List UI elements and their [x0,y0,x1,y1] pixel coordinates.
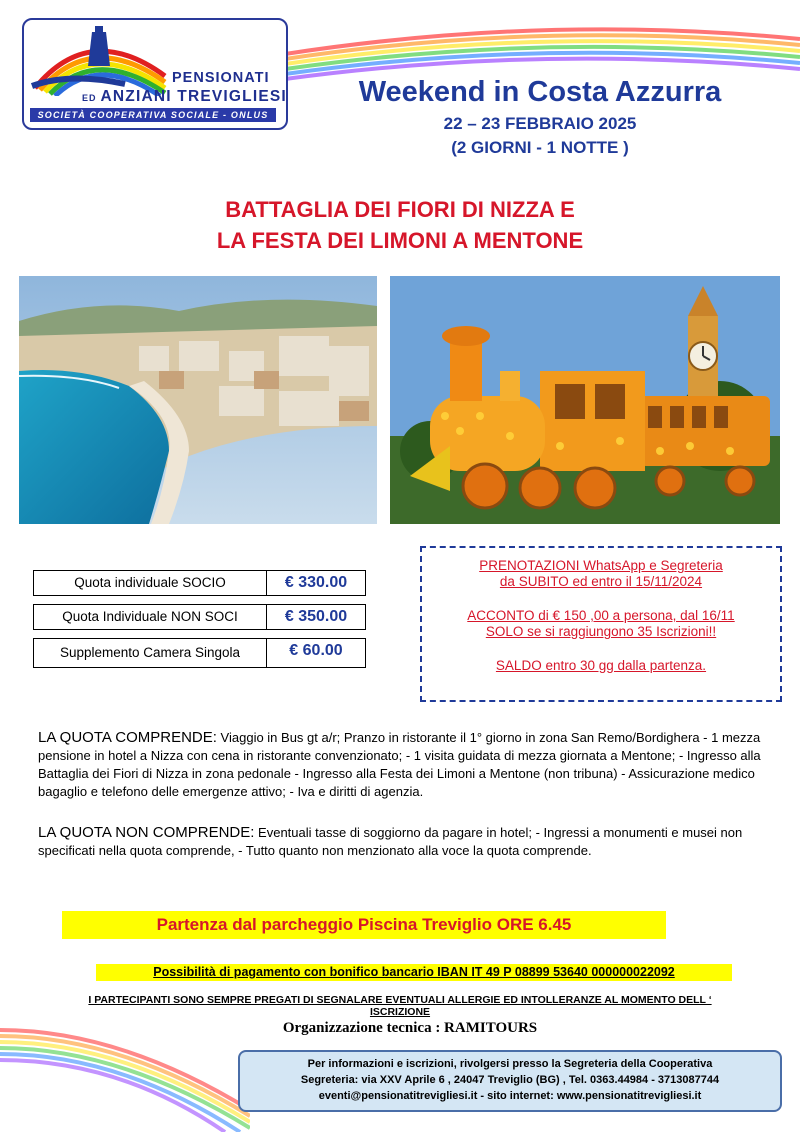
logo-rainbow-icon [30,26,170,96]
logo-line1: PENSIONATI [172,70,270,86]
contact-info-box [238,1050,782,1112]
booking-line5: SALDO entro 30 gg dalla partenza. [495,658,707,673]
price-label-non-soci: Quota Individuale NON SOCI [33,604,267,630]
event-duration: (2 GIORNI - 1 NOTTE ) [451,138,629,157]
excludes-lead: LA QUOTA NON COMPRENDE: [38,824,255,841]
booking-line1: PRENOTAZIONI WhatsApp e Segreteria [479,558,723,573]
logo-strip: SOCIETÀ COOPERATIVA SOCIALE - ONLUS [30,108,276,122]
departure-banner: Partenza dal parcheggio Piscina Treviglio ORE 6.45 [62,911,666,939]
organizer: Organizzazione tecnica : RAMITOURS [282,1020,538,1036]
booking-info-box [420,546,782,702]
booking-line3: ACCONTO di € 150 ,00 a persona, dal 16/11 [467,608,735,623]
logo-line2-small: ED [82,93,97,103]
allergy-warning: I PARTECIPANTI SONO SEMPRE PREGATI DI SEGNALARE EVENTUALI ALLERGIE ED INTOLLERANZE AL MOMENTO DELL ‘ ISCRIZIONE [88,994,712,1018]
price-value-singola: € 60.00 [266,638,366,668]
logo-line2 [82,88,287,106]
includes-lead: LA QUOTA COMPRENDE: [38,729,217,746]
price-label-socio: Quota individuale SOCIO [33,570,267,596]
includes-text: Viaggio in Bus gt a/r; Pranzo in ristorante il 1° giorno in zona San Remo/Bordighera - 1 mezza pensione in hotel a Nizza con cena in ristorante convenzionato; - 1 visita guidata di mezza giornata a Mentone; - Ingresso alla Battaglia dei Fiori di Nizza in zona pedonale - Ingresso alla Festa dei Limoni a Mentone (non tribuna) - Assicurazione medico bagaglio e telefono delle emergenze attivo; - Iva e diritti di agenzia. [38,730,761,799]
price-value-socio: € 330.00 [266,570,366,596]
booking-line2: da SUBITO ed entro il 15/11/2024 [499,574,703,589]
iban-note: Possibilità di pagamento con bonifico bancario IBAN IT 49 P 08899 53640 000000022092 [96,964,732,981]
info-line3: eventi@pensionatitrevigliesi.it - sito internet: www.pensionatitrevigliesi.it [318,1090,702,1102]
subtitle-line2: LA FESTA DEI LIMONI A MENTONE [216,228,584,253]
info-line1: Per informazioni e iscrizioni, rivolgersi presso la Segreteria della Cooperativa [307,1058,713,1070]
info-line2: Segreteria: via XXV Aprile 6 , 24047 Treviglio (BG) , Tel. 0363.44984 - 3713087744 [300,1074,720,1086]
menton-lemon-train-photo [390,276,780,524]
quota-excludes [38,824,768,860]
rainbow-swoosh-top [285,14,800,84]
quota-includes [38,729,768,801]
price-value-non-soci: € 350.00 [266,604,366,630]
rainbow-swoosh-bottom [0,1020,250,1132]
event-dates: 22 – 23 FEBBRAIO 2025 [443,114,637,133]
logo-line2-big: ANZIANI TREVIGLIESI [100,88,287,105]
subtitle-line1: BATTAGLIA DEI FIORI DI NIZZA E [225,197,575,222]
nice-coast-photo [19,276,377,524]
price-label-singola: Supplemento Camera Singola [33,638,267,668]
page-title: Weekend in Costa Azzurra [358,76,722,108]
booking-line4: SOLO se si raggiungono 35 Iscrizioni!! [485,624,717,639]
excludes-text: Eventuali tasse di soggiorno da pagare in hotel; - Ingressi a monumenti e musei non specificati nella quota comprende, - Tutto quanto non menzionato alla voce la quota comprende. [38,825,743,858]
